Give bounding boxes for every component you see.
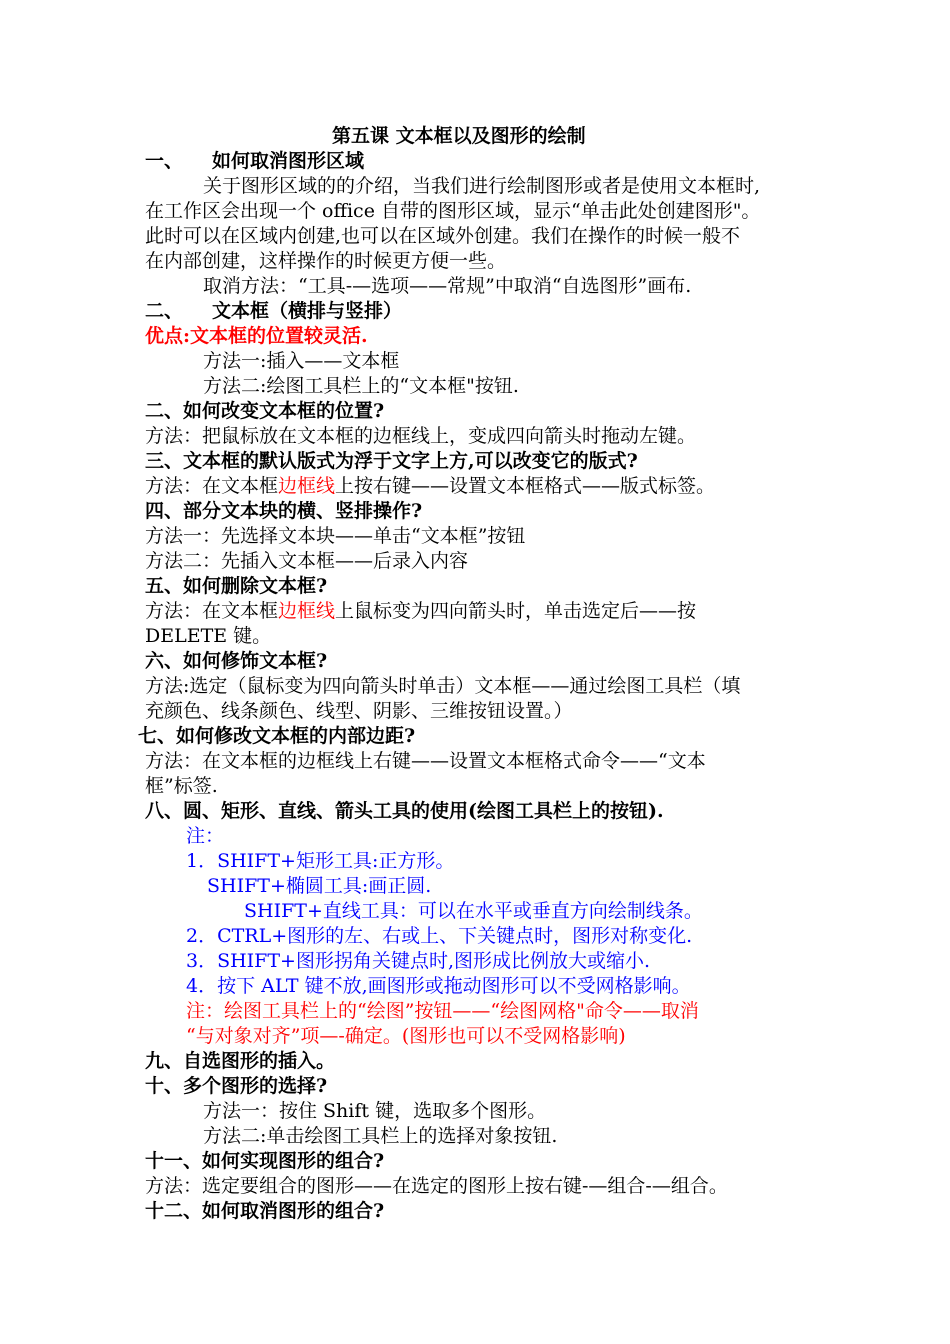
section-1-para-line-2: 在工作区会出现一个 office 自带的图形区域，显示“单击此处创建图形"。 bbox=[145, 200, 761, 222]
section-2-advantage: 优点:文本框的位置较灵活. bbox=[145, 325, 368, 347]
section-9-note-2: 2．CTRL+图形的左、右或上、下关键点时，图形对称变化. bbox=[186, 925, 693, 947]
section-8-method-line-2: 框”标签. bbox=[145, 775, 218, 797]
section-6-method-suffix: 上鼠标变为四向箭头时，单击选定后——按 bbox=[335, 600, 697, 622]
section-1-heading: 如何取消图形区域 bbox=[212, 150, 365, 172]
section-4-method bbox=[145, 474, 715, 498]
section-6-method-cont: DELETE 键。 bbox=[145, 625, 272, 647]
section-1-number: 一、 bbox=[145, 150, 184, 172]
section-6-method-prefix: 方法：在文本框 bbox=[145, 600, 279, 622]
section-9-note-4: 4．按下 ALT 键不放,画图形或拖动图形可以不受网格影响。 bbox=[186, 975, 691, 997]
section-9-red-note-line-1: 注：绘图工具栏上的“绘图”按钮——“绘图网格"命令——取消 bbox=[186, 1000, 699, 1022]
section-13-heading: 十二、如何取消图形的组合? bbox=[145, 1200, 385, 1222]
section-9-note-1c: SHIFT+直线工具：可以在水平或垂直方向绘制线条。 bbox=[244, 900, 703, 922]
section-6-highlight: 边框线 bbox=[278, 600, 336, 622]
section-1-para-line-3: 此时可以在区域内创建,也可以在区域外创建。我们在操作的时候一般不 bbox=[145, 225, 741, 247]
section-9-heading: 八、圆、矩形、直线、箭头工具的使用(绘图工具栏上的按钮). bbox=[145, 800, 664, 822]
section-3-method: 方法：把鼠标放在文本框的边框线上，变成四向箭头时拖动左键。 bbox=[145, 425, 697, 447]
section-5-method-1: 方法一：先选择文本块——单击“文本框”按钮 bbox=[145, 525, 526, 547]
section-7-method-line-2: 充颜色、线条颜色、线型、阴影、三维按钮设置。） bbox=[145, 700, 573, 722]
section-6-method bbox=[145, 599, 696, 623]
section-12-heading: 十一、如何实现图形的组合? bbox=[145, 1150, 385, 1172]
section-9-note-1: 1．SHIFT+矩形工具:正方形。 bbox=[186, 850, 455, 872]
section-4-highlight: 边框线 bbox=[278, 475, 336, 497]
section-4-method-suffix: 上按右键——设置文本框格式——版式标签。 bbox=[335, 475, 716, 497]
section-2-heading: 文本框（横排与竖排） bbox=[212, 300, 403, 322]
section-1-para-line-1: 关于图形区域的的介绍，当我们进行绘制图形或者是使用文本框时, bbox=[203, 175, 761, 197]
section-9-note-label: 注： bbox=[186, 825, 225, 847]
section-6-heading: 五、如何删除文本框? bbox=[145, 575, 328, 597]
section-12-method: 方法：选定要组合的图形——在选定的图形上按右键-—组合-—组合。 bbox=[145, 1175, 728, 1197]
section-9-red-note-line-2: “与对象对齐”项—-确定。(图形也可以不受网格影响) bbox=[186, 1025, 626, 1047]
section-2-method-2: 方法二:绘图工具栏上的“文本框"按钮. bbox=[203, 375, 519, 397]
section-3-heading: 二、如何改变文本框的位置? bbox=[145, 400, 385, 422]
section-1-para-line-4: 在内部创建，这样操作的时候更方便一些。 bbox=[145, 250, 507, 272]
section-2-number: 二、 bbox=[145, 300, 184, 322]
section-4-method-prefix: 方法：在文本框 bbox=[145, 475, 279, 497]
section-7-method-line-1: 方法:选定（鼠标变为四向箭头时单击）文本框——通过绘图工具栏（填 bbox=[145, 675, 741, 697]
section-4-heading: 三、文本框的默认版式为浮于文字上方,可以改变它的版式? bbox=[145, 450, 638, 472]
section-5-heading: 四、部分文本块的横、竖排操作? bbox=[145, 500, 423, 522]
section-9-note-1b: SHIFT+椭圆工具:画正圆. bbox=[207, 875, 432, 897]
section-2-method-1: 方法一:插入——文本框 bbox=[203, 350, 400, 372]
section-5-method-2: 方法二：先插入文本框——后录入内容 bbox=[145, 550, 469, 572]
section-9-note-3: 3．SHIFT+图形拐角关键点时,图形成比例放大或缩小. bbox=[186, 950, 651, 972]
section-8-method-line-1: 方法：在文本框的边框线上右键——设置文本框格式命令——“文本 bbox=[145, 750, 706, 772]
section-1-cancel-method: 取消方法：“工具-—选项——常规”中取消“自选图形”画布. bbox=[203, 275, 692, 297]
section-11-heading: 十、多个图形的选择? bbox=[145, 1075, 328, 1097]
document-title: 第五课 文本框以及图形的绘制 bbox=[332, 125, 586, 147]
section-8-heading: 七、如何修改文本框的内部边距? bbox=[138, 725, 416, 747]
section-11-method-2: 方法二:单击绘图工具栏上的选择对象按钮. bbox=[203, 1125, 558, 1147]
section-10-heading: 九、自选图形的插入。 bbox=[145, 1050, 336, 1072]
section-7-heading: 六、如何修饰文本框? bbox=[145, 650, 328, 672]
section-11-method-1: 方法一：按住 Shift 键，选取多个图形。 bbox=[203, 1100, 547, 1122]
